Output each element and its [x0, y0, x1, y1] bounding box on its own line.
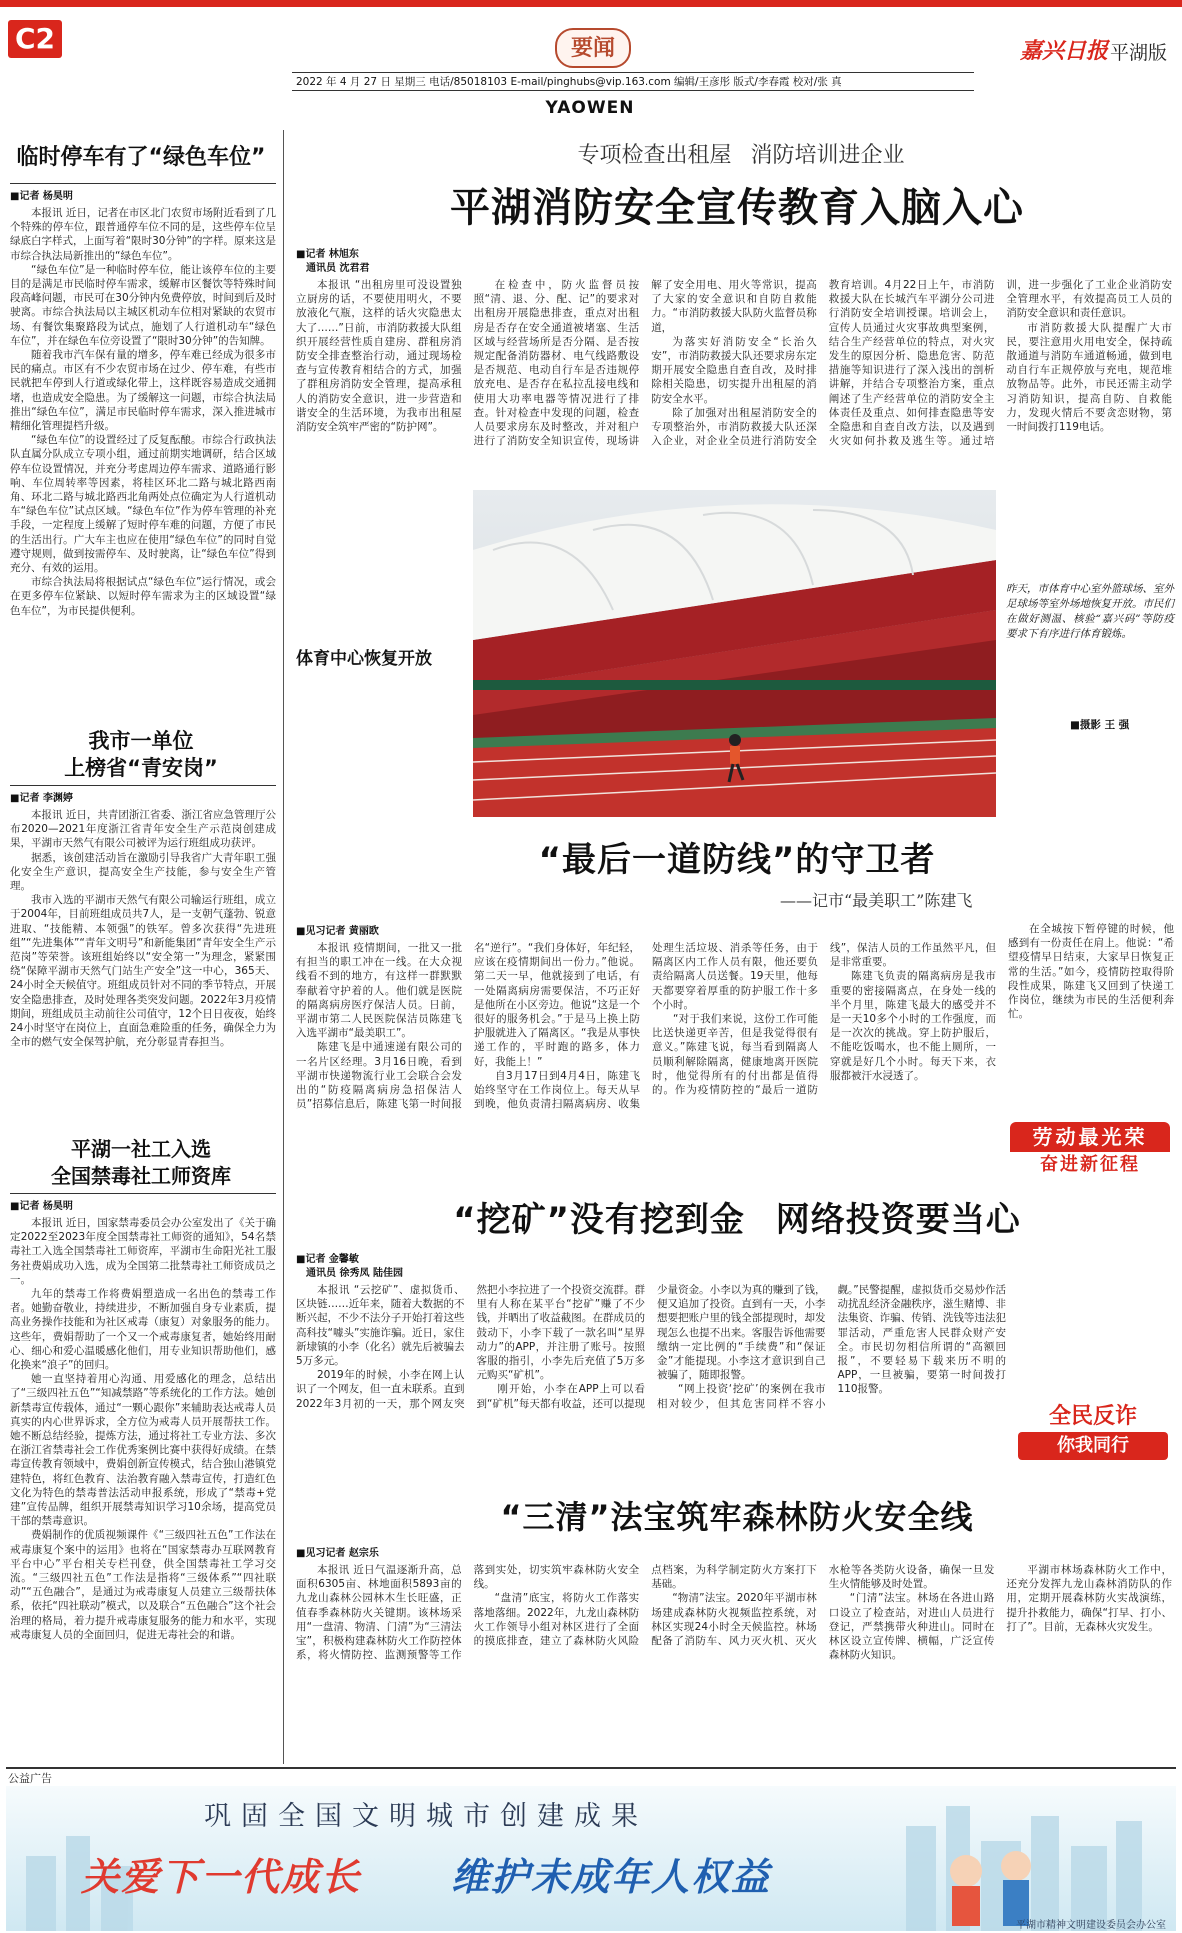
ad-footer: 平湖市精神文明建设委员会办公室	[1016, 1920, 1166, 1931]
section-title: 要闻	[570, 35, 615, 61]
main-article1-body: 本报讯 “出租房里可没设置独立厨房的话，不要使用明火，不要放液化气瓶，这样的话火灾隐患太大了……”日前，市消防救援大队组织开展经营性质自建房、群租房消防安全排查整治行动，通过现场检查与宣传教育相结合的方式，加强了群租房消防安全管理，提高承租人的消防安全意识，进一步营造和谐安全的生活环境，为我市出租屋消防安全筑牢严密的“防护网”。 在检查中，防火监督员按照“清、退、分、配、记”的要求对出租房开展隐患排查，重点对出租房是否存在安全通道被堵塞、生活区域与经营场所是否分隔、是否按规定配备消防器材、电气线路敷设是否规范、电动自行车是否违规停放充电、是否存在私拉乱接电线和使用大功率电器等情况进行了排查。针对检查中发现的问题，检查人员要求房东及时整改，并对租户进行了消防安全知识宣传，现场讲解了安全用电、用火等常识，提高了大家的安全意识和自防自救能力。“市消防救援大队防火监督员称道， 为落实好消防安全“长治久安”，市消防救援大队还要求房东定期开展安全隐患自查自改，及时排除相关隐患，切实提升出租屋的消防安全水平。 除了加强对出租屋消防安全的专项整治外，市消防救援大队还深入企业，对企业全员进行消防安全教育培训。4月22日上午，市消防救援大队在长城汽车平湖分公司进行消防安全培训授课。培训会上，宣传人员通过火灾事故典型案例，结合生产经营单位的特点，对火灾发生的原因分析、隐患危害、防范措施等知识进行了深入浅出的剖析讲解，并结合专项整治方案，重点阐述了生产经营单位的消防安全主体责任及重点、如何排查隐患等安全隐患和自查自改方法，以及遇到火灾如何扑救及逃生等。通过培训，进一步强化了工业企业消防安全管理水平，有效提高员工人员的消防安全意识和责任意识。 市消防救援大队提醒广大市民，要注意用火用电安全，保持疏散通道与消防车通道畅通，做到电动自行车正规停放与充电，规范堆放物品等。此外，市民还需主动学习消防知识，提高自防、自救能力，发现火情后不要贪恋财物，第一时间拨打119电话。	[296, 279, 1172, 448]
main-article4-body: 本报讯 近日气温逐渐升高，总面积6305亩、林地面积5893亩的九龙山森林公园林木生长旺盛，正值春季森林防火关键期。该林场采用“一盘清、物清、门清”为“三清法宝”，积极构建森林防火工作防控体系，将火情防控、监测预警等工作落到实处，切实筑牢森林防火安全线。 “盘清”底宝，将防火工作落实落地落细。2022年，九龙山森林防火工作领导小组对林区进行了全面的摸底排查，建立了森林防火风险点档案，为科学制定防火方案打下基础。 “物清”法宝。2020年平湖市林场建成森林防火视频监控系统，对林区实现24小时全天候监控。林场配备了消防车、风力灭火机、灭火水枪等各类防火设备，确保一旦发生火情能够及时处置。 “门清”法宝。林场在各进山路口设立了检查站，对进山人员进行登记，严禁携带火种进山。同时在林区设立宣传牌、横幅，广泛宣传森林防火知识。 平湖市林场森林防火工作中，还充分发挥九龙山森林消防队的作用，定期开展森林防火实战演练，提升扑救能力，确保“打早、打小、打了”。目前，无森林火灾发生。	[296, 1564, 1172, 1662]
main-article2-byline: ■见习记者 黄丽欧	[296, 926, 379, 937]
main-article2-body: 本报讯 疫情期间，一批又一批有担当的职工冲在一线。在大众视线看不到的地方，有这样一群默默奉献着守护着的人。他们就是医院的隔离病房医疗保洁人员。日前，平湖市第二人民医院保洁员陈建飞入选平湖市“最美职工”。 陈建飞是中通速递有限公司的一名片区经理。3月16日晚，看到平湖市快递物流行业工会联合会发出的“防疫隔离病房急招保洁人员”招募信息后，陈建飞第一时间报名“逆行”。“我们身体好，年纪轻，应该在疫情期间出一份力。”他说。第二天一早，他就接到了电话，有一处隔离病房需要保洁，不巧正好是他所在小区旁边。他说“这是一个很好的服务机会。”于是马上换上防护服就进入了隔离区。“我是从事快递工作的，平时跑的路多，体力好，我能上！” 自3月17日到4月4日，陈建飞始终坚守在工作岗位上。每天从早到晚，他负责清扫隔离病房、收集处理生活垃圾、消杀等任务，由于隔离区内工作人员有限，他还要负责给隔离人员送餐。19天里，他每天都要穿着厚重的防护服工作十多个小时。 “对于我们来说，这份工作可能比送快递更辛苦，但是我觉得很有意义。”陈建飞说，每当看到隔离人员顺利解除隔离，健康地离开医院时，他觉得所有的付出都是值得的。作为疫情防控的“最后一道防线”，保洁人员的工作虽然平凡，但是非常重要。 陈建飞负责的隔离病房是我市重要的密接隔离点，在身处一线的半个月里，陈建飞最大的感受并不是一天10多个小时的工作强度，而是一次次的挑战。穿上防护服后，不能吃饭喝水，也不能上厕所，一穿就是好几个小时。每天下来，衣服都被汗水浸透了。	[296, 942, 996, 1111]
ad-label: 公益广告	[8, 1772, 52, 1785]
left-article1-byline: ■记者 杨昊明	[10, 191, 73, 202]
brand-name: 嘉兴日报	[1020, 38, 1109, 64]
main-article2-title: “最后一道防线”的守卫者	[538, 840, 936, 880]
ad-top-rule	[6, 1767, 1176, 1769]
main-article3-byline2: 通讯员 徐秀凤 陆佳园	[306, 1268, 403, 1279]
main-article4-title: “三清”法宝筑牢森林防火安全线	[500, 1498, 974, 1536]
left-article3-byline: ■记者 杨昊明	[10, 1201, 73, 1212]
main-article1-byline1: ■记者 林旭东	[296, 249, 359, 260]
labor-badge-top: 劳动最光荣	[1010, 1122, 1170, 1152]
header-info-line: 2022 年 4 月 27 日 星期三 电话/85018103 E-mail/pinghubs@vip.163.com 编辑/王彦彤 版式/李春霞 校对/张 真	[296, 76, 842, 88]
main-article3-title: “挖矿”没有挖到金 网络投资要当心	[453, 1200, 1021, 1240]
header-rule	[292, 72, 974, 73]
left-article2-rule	[10, 785, 276, 786]
fraud-badge-top: 全民反诈	[1048, 1404, 1137, 1429]
main-article3-body: 本报讯 “云挖矿”、虚拟货币、区块链……近年来，随着大数据的不断兴起，不少不法分子开始打着这些高科技“噱头”实施诈骗。近日，家住新埭镇的小李（化名）就先后被骗去5万多元。 2019年的时候，小李在网上认识了一个网友，但一直未联系。直到2022年3月初的一天，那个网友突然把小李拉进了一个投资交流群。群里有人称在某平台“挖矿”赚了不少钱，并晒出了收益截图。在群成员的鼓动下，小李下载了一款名叫“星界动力”的APP，并注册了账号。按照客服的指引，小李先后充值了5万多元购买“矿机”。 刚开始，小李在APP上可以看到“矿机”每天都有收益，还可以提现少量资金。小李以为真的赚到了钱，便又追加了投资。直到有一天，小李想要把账户里的钱全部提现时，却发现怎么也提不出来。客服告诉他需要缴纳一定比例的“手续费”和“保证金”才能提现。小李这才意识到自己被骗了，随即报警。 “网上投资‘挖矿’的案例在我市相对较少，但其危害同样不容小觑。”民警提醒，虚拟货币交易炒作活动扰乱经济金融秩序，滋生赌博、非法集资、诈骗、传销、洗钱等违法犯罪活动，严重危害人民群众财产安全。市民切勿相信所谓的“高额回报”，不要轻易下载来历不明的APP，一旦被骗，要第一时间拨打110报警。	[296, 1284, 1006, 1410]
main-article1-byline2: 通讯员 沈君君	[306, 263, 370, 274]
left-article2-title-1: 我市一单位	[88, 729, 194, 753]
main-article1-kicker: 专项检查出租屋 消防培训进企业	[577, 143, 905, 168]
photo-caption: 昨天，市体育中心室外篮球场、室外足球场等室外场地恢复开放。市民们在做好测温、核验“嘉兴码”等防疫要求下有序进行体育锻炼。	[1006, 583, 1174, 640]
labor-badge-bottom: 奋进新征程	[1040, 1154, 1140, 1175]
left-article1-title: 临时停车有了“绿色车位”	[16, 145, 266, 170]
ad-line2: 关爱下一代成长	[80, 1855, 361, 1899]
stadium-photo-svg	[473, 490, 996, 817]
left-article2-byline: ■记者 李渊婷	[10, 793, 73, 804]
left-column-divider	[283, 130, 284, 1764]
left-article3-title-1: 平湖一社工入选	[71, 1137, 211, 1161]
left-article1-rule	[10, 183, 276, 184]
photo-credit: ■摄影 王 强	[1070, 719, 1130, 731]
left-article2-title-2: 上榜省“青安岗”	[64, 756, 218, 780]
brand-edition: 平湖版	[1110, 42, 1168, 64]
photo-title: 体育中心恢复开放	[296, 649, 432, 669]
ad-line1: 巩固全国文明城市创建成果	[204, 1801, 648, 1832]
fraud-badge-bottom: 你我同行	[1018, 1432, 1168, 1460]
ad-banner	[6, 1786, 1176, 1931]
header-rule-bottom	[292, 90, 974, 91]
main-article2-subtitle: ——记市“最美职工”陈建飞	[780, 891, 973, 910]
left-article3-body: 本报讯 近日，国家禁毒委员会办公室发出了《关于确定2022至2023年度全国禁毒社工师资的通知》，54名禁毒社工入选全国禁毒社工师资库，平湖市生命阳光社工服务社费娟成功入选，成为全国第二批禁毒社工师资成员之一。 九年的禁毒工作将费娟塑造成一名出色的禁毒工作者。她勤奋敬业，持续进步，不断加强自身专业素质，提高业务操作技能和为社区戒毒（康复）对象服务的能力。这些年，费娟帮助了一个又一个戒毒康复者，她始终用耐心、细心和爱心温暖感化他们，用专业知识帮助他们，感化换来“浪子”的回归。 她一直坚持着用心沟通、用爱感化的理念，总结出了“三级四社五色”“知减禁路”等系统化的工作方法。她创新禁毒宣传载体，通过“一颗心跟你”来辅助表达戒毒人员真实的内心世界诉求，全方位为戒毒人员开展帮扶工作。她不断总结经验，提炼方法，通过将社工专业方法、多次在浙江省禁毒社会工作优秀案例比赛中获得好成绩。在禁毒宣传教育领域中，费娟创新宣传模式，结合独山港镇党建特色，将红色教育、法治教育融入禁毒宣传，打造红色文化为特色的禁毒普法活动申报系统，形成了“禁毒+党建”宣传品牌，组织开展禁毒知识学习10余场，提高党员干部的禁毒意识。 费娟制作的优质视频课件《“三级四社五色”工作法在戒毒康复个案中的运用》也将在“国家禁毒办互联网教育平台中心”平台相关专栏刊登，供全国禁毒社工学习交流。“三级四社五色”工作法是指将“三级体系”“四社联动”“五色融合”，是通过为戒毒康复人员建立三级帮扶体系，依托“四社联动”模式，以及联合“五色融合”这个社会治理的格局，着力提升戒毒康复服务的能力和水平，实现戒毒康复人员的全面回归，促进无毒社会的和谐。	[10, 1217, 276, 1641]
main-article3-byline1: ■记者 金馨敏	[296, 1254, 359, 1265]
left-article2-body: 本报讯 近日，共青团浙江省委、浙江省应急管理厅公布2020—2021年度浙江省青年安全生产示范岗创建成果，平湖市天然气有限公司被评为运行班组成功获评。 据悉，该创建活动旨在激励引导我省广大青年职工强化安全生产意识，提高安全生产技能，参与安全生产管理。 我市入选的平湖市天然气有限公司输运行班组，成立于2004年，目前班组成员共7人，是一支朝气蓬勃、锐意进取、“技能精、本领强”的铁军。曾多次获得“先进班组”“先进集体”“青年文明号”和新能集团“青年安全生产示范岗”等荣誉。该班组始终以“安全第一”为理念，紧紧围绕“保障平湖市天然气门站生产安全”这一中心，365天、24小时全天候值守。班组成员针对不同的季节特点，开展安全隐患排查，及时处理各类突发问题。2022年3月疫情期间，班组成员主动前往公司值守，12个日日夜夜，始终24小时坚守在岗位上，直面急难险重的任务，确保全力为全市的燃气安全保驾护航，充分彰显青春担当。	[10, 809, 276, 1049]
left-article3-rule	[10, 1193, 276, 1194]
main-article4-byline: ■见习记者 赵宗乐	[296, 1548, 379, 1559]
ad-line3: 维护未成年人权益	[450, 1855, 771, 1899]
main-article2-body-right: 在全城按下暂停键的时候，他感到有一份责任在肩上。他说：“希望疫情早日结束，大家早日恢复正常的生活。”如今，疫情防控取得阶段性成果，陈建飞又回到了快递工作岗位，继续为市民的生活便利奔忙。	[1008, 923, 1174, 1021]
left-article1-body: 本报讯 近日，记者在市区北门农贸市场附近看到了几个特殊的停车位，跟普通停车位不同的是，这些停车位呈绿底白字样式，上面写着“限时30分钟”的字样。原来这是市综合执法局新推出的“绿色车位”。 “绿色车位”是一种临时停车位，能让该停车位的主要目的是满足市民临时停车需求，缓解市区餐饮等特殊时间段高峰问题，市民可在30分钟内免费停放，时间到后及时驶离。市综合执法局以主城区机动车位相对紧缺的农贸市场、有餐饮集聚路段为试点，施划了人行道机动车“绿色车位”，并在绿色车位旁设置了“限时30分钟”的告知牌。 随着我市汽车保有量的增多，停车难已经成为很多市民的痛点。市区有不少农贸市场在过少、停车难，有些市民就把车停到人行道或绿化带上，这样既容易造成交通拥堵，也造成安全隐患。为了缓解这一问题，市综合执法局推出“绿色车位”，满足市民临时停车需求，深入推进城市精细化管理提档升级。 “绿色车位”的设置经过了反复酝酿。市综合行政执法队直属分队成立专项小组，通过前期实地调研，结合区域停车位设置情况，并充分考虑周边停车需求、道路通行影响、车位周转率等因素，将桂区环北二路与城北路西南角、环北二路与城北路西北角两处点位确定为人行道机动车“绿色车位”试点区域。“绿色车位”作为停车管理的补充手段，一定程度上缓解了短时停车难的问题，方便了市民的生活出行。广大车主也应在使用“绿色车位”的同时自觉遵守规则，做到按需停车、及时驶离，让“绿色车位”得到充分、有效的运用。 市综合执法局将根据试点“绿色车位”运行情况，或会在更多停车位紧缺、以短时停车需求为主的区域设置“绿色车位”，为市民提供便利。	[10, 207, 276, 617]
top-red-bar	[0, 0, 1182, 7]
stadium-photo	[473, 490, 996, 817]
labor-badge	[1010, 1122, 1170, 1178]
section-en: YAOWEN	[545, 98, 635, 118]
main-article1-title: 平湖消防安全宣传教育入脑入心	[450, 185, 1024, 231]
fraud-badge	[1018, 1402, 1168, 1462]
left-article3-title-2: 全国禁毒社工师资库	[51, 1164, 231, 1188]
page-code: C2	[14, 22, 56, 55]
